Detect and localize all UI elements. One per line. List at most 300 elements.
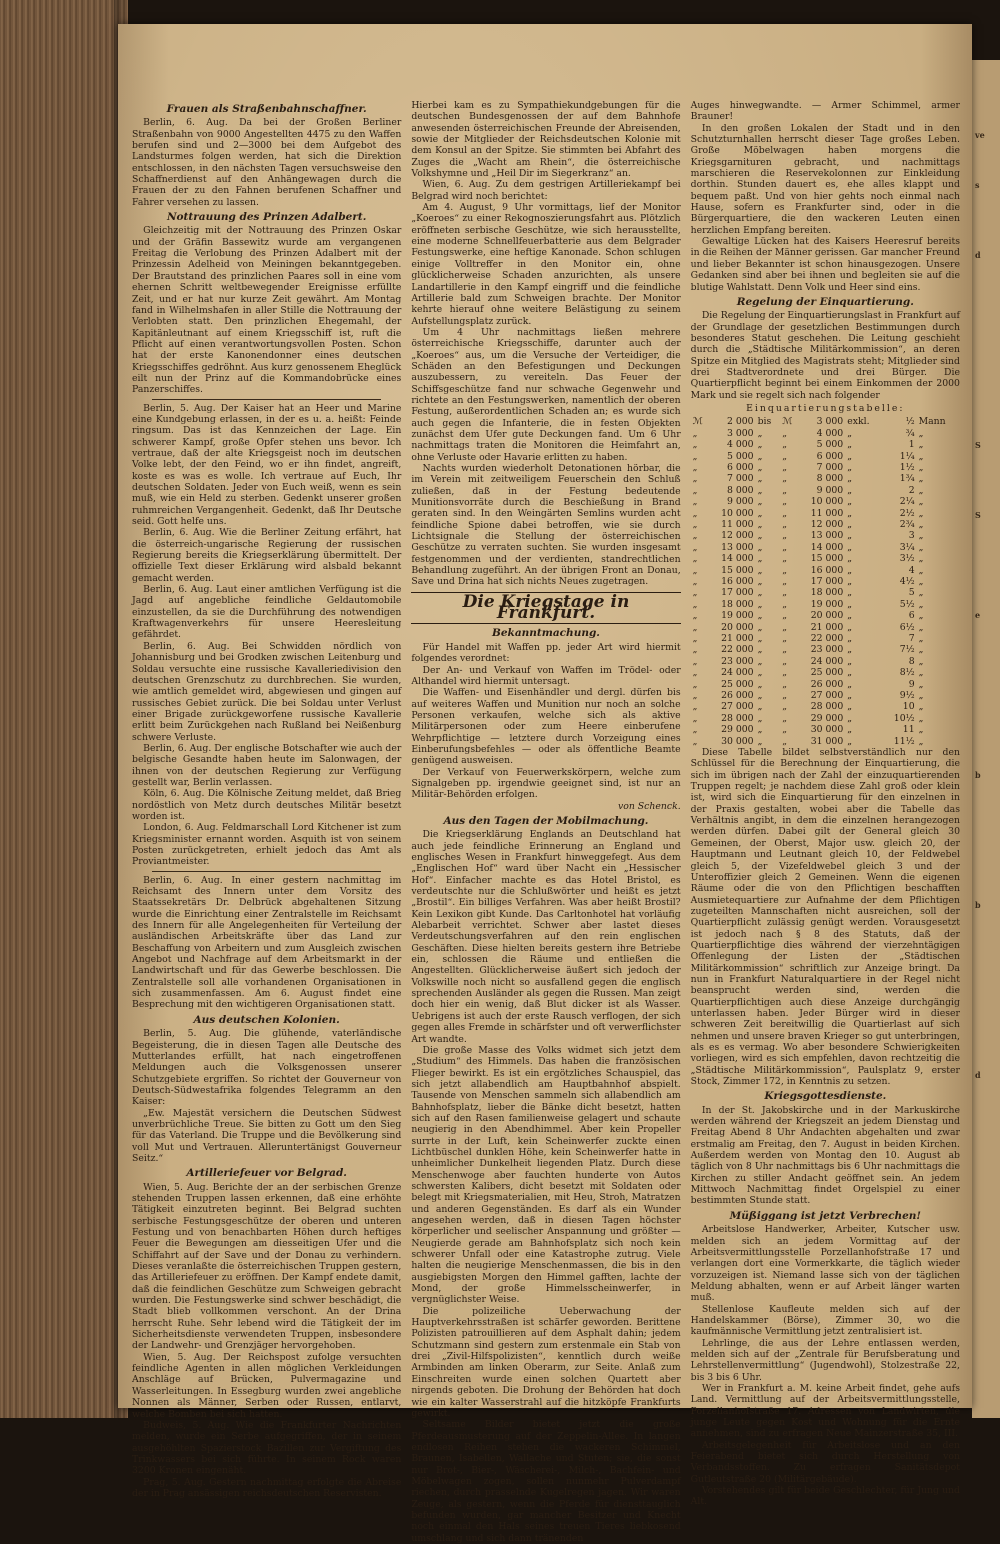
table-cell: 2 000 [726, 416, 754, 428]
table-row [691, 736, 960, 747]
table-cell: „ [847, 621, 853, 633]
table-row [691, 530, 960, 541]
table-cell: 3 000 [726, 427, 754, 439]
column-layout [132, 100, 960, 1544]
table-cell: „ [692, 450, 698, 462]
table-cell: „ [757, 621, 763, 633]
table-cell: „ [918, 724, 924, 736]
table-cell: „ [692, 587, 698, 599]
table-cell: „ [692, 644, 698, 656]
table-row [691, 724, 960, 735]
table-cell: 10 000 [721, 507, 754, 519]
table-cell: „ [782, 724, 788, 736]
table-cell: „ [918, 655, 924, 667]
table-cell: „ [782, 427, 788, 439]
table-cell: „ [782, 564, 788, 576]
article-paragraph: Auges hinwegwandte. — Armer Schimmel, armer Brauner! [690, 100, 960, 123]
table-cell: 15 000 [721, 564, 754, 576]
table-cell: „ [918, 735, 924, 747]
table-cell: „ [757, 633, 763, 644]
table-cell: 29 000 [721, 724, 754, 736]
table-row [691, 713, 960, 724]
edge-fragment: b [975, 770, 981, 780]
table-cell: „ [757, 541, 763, 553]
table-cell: ½ [905, 416, 915, 428]
edge-fragment: e [975, 610, 981, 620]
table-cell: bis [757, 416, 772, 428]
table-cell: „ [757, 587, 763, 599]
table-cell: „ [757, 678, 763, 690]
table-cell: „ [782, 735, 788, 747]
table-cell: „ [918, 553, 924, 565]
table-cell: 24 000 [721, 667, 754, 679]
table-cell: „ [692, 507, 698, 519]
article-paragraph: Arbeitsgelegenheit für Arbeitslose und an den Feierabend bietet sich durch Herstellung von Verbandsstoffen. Zu erfragen Sanitätsdepot Gutleutstraße 20 (Militärgebäude). [690, 1439, 960, 1485]
einquartierung-table [691, 416, 960, 747]
table-cell: „ [782, 496, 788, 508]
article-paragraph: Der An- und Verkauf von Waffen im Trödel- oder Althandel wird hiermit untersagt. [411, 664, 681, 687]
table-cell: „ [847, 587, 853, 599]
table-cell: „ [782, 667, 788, 679]
table-cell: „ [782, 598, 788, 610]
article-paragraph: Arbeitslose Handwerker, Arbeiter, Kutscher usw. melden sich an jedem Vormittag auf der Arbeitsvermittlungsstelle Porzellanhofstraße 17 und verlangen dort eine Vormerkkarte, die täglich wieder vorzuzeigen ist. Niemand lasse sich von der täglichen Meldung abhalten, wenn er auf Arbeit länger warten muß. [690, 1224, 960, 1304]
article-paragraph: Der Verkauf von Feuerwerkskörpern, welche zum Signalgeben pp. irgendwie geeignet sind, ist nur an Militär-Behörden erfolgen. [411, 766, 681, 801]
table-cell: 16 000 [721, 575, 754, 587]
table-row [691, 428, 960, 439]
table-cell: 28 000 [721, 712, 754, 724]
table-cell: „ [757, 553, 763, 565]
table-cell: „ [692, 541, 698, 553]
table-row [691, 599, 960, 610]
headline-frauen-schaffner: Frauen als Straßenbahnschaffner. [166, 103, 367, 115]
column-2 [411, 100, 681, 1544]
table-cell: 23 000 [810, 644, 844, 656]
table-cell: „ [692, 461, 698, 473]
table-cell: 28 000 [810, 701, 844, 713]
table-cell: 5 000 [726, 450, 754, 462]
article-paragraph: Wien, 5. Aug. Berichte der an der serbischen Grenze stehenden Truppen lassen erkennen, daß eine erhöhte Tätigkeit einzutreten beginnt. Bei Belgrad suchten serbische Festungsgeschütze der oberen und unteren Festung und von benachbarten Höhen durch heftiges Feuer die Bewegungen am diesseitigen Ufer und die Schiffahrt auf der Save und der Donau zu verhindern. Dieses veranlaßte die österreichischen Truppen gestern, das Artilleriefeuer zu eröffnen. Der Kampf endete damit, daß die feindlichen Geschütze zum Schweigen gebracht wurden. Die Festungswerke sind schwer beschädigt, die Stadt blieb vollkommen verschont. An der Drina herrscht Ruhe. Sehr lebend wird die Tätigkeit der im Sicherheitsdienste verwendeten Truppen, insbesondere der Landwehr- und Grenzjäger hervorgehoben. [132, 1181, 402, 1352]
article-paragraph: London, 6. Aug. Feldmarschall Lord Kitchener ist zum Kriegsminister ernannt worden. Asquith ist von seinem Posten zurückgetreten, erhielt jedoch das Amt als Proviantmeister. [132, 822, 402, 868]
table-cell: „ [847, 598, 853, 610]
edge-fragment: ve [975, 130, 985, 140]
table-cell: „ [918, 690, 924, 702]
article-paragraph: Berlin, 5. Aug. Die glühende, vaterländische Begeisterung, die in diesen Tagen alle Deutsche des Mutterlandes erfüllt, hat nach eingetroffenen Meldungen auch die Volksgenossen unserer Schutzgebiete ergriffen. So richtet der Gouverneur von Deutsch-Südwestafrika folgendes Telegramm an den Kaiser: [132, 1028, 402, 1108]
table-cell: 29 000 [810, 712, 844, 724]
table-row [691, 496, 960, 507]
table-cell: „ [782, 712, 788, 724]
headline-bekanntmachung: Bekanntmachung. [492, 627, 600, 640]
divider [152, 871, 381, 872]
table-cell: „ [782, 473, 788, 485]
table-row [691, 610, 960, 621]
table-cell: 30 000 [810, 724, 844, 736]
table-cell: 22 000 [810, 633, 844, 644]
table-heading: Einquartierungstabelle: [746, 402, 905, 414]
table-cell: „ [847, 507, 853, 519]
article-paragraph: Am 4. August, 9 Uhr vormittags, lief der Monitor „Koeroes“ zu einer Rekognoszierungsfahrt aus. Plötzlich eröffneten serbische Geschütze, wie sich herausstellte, eine moderne Schnellfeuerbatterie aus dem Belgrader Festungswerke, eine heftige Kanonade. Schon schlugen einige Volltreffer in den Monitor ein, ohne glücklicherweise Schaden anzurichten, als unsere Landartillerie in den Kampf eingriff und die feindliche Artillerie bald zum Schweigen brachte. Der Monitor kehrte hierauf ohne weitere Belästigung zu seinem Aufstellungsplatz zurück. [411, 202, 681, 327]
adjacent-page-strip [972, 60, 1000, 1418]
table-cell: 24 000 [810, 655, 844, 667]
article-paragraph: Berlin, 6. Aug. Laut einer amtlichen Verfügung ist die Jagd auf angebliche feindliche Geldautomobile einzustellen, da sie die Durchführung des notwendigen Kraftwagenverkehrs für unsere Heeresleitung gefährdet. [132, 584, 402, 641]
table-cell: „ [918, 461, 924, 473]
table-cell: „ [692, 690, 698, 702]
table-cell: 22 000 [721, 644, 754, 656]
table-cell: 1½ [899, 461, 915, 473]
table-cell: „ [757, 427, 763, 439]
article-paragraph: „Ew. Majestät versichern die Deutschen Südwest unverbrüchliche Treue. Sie bitten zu Gott um den Sieg für das Vaterland. Die Truppe und die Bevölkerung sind voll Mut und Vertrauen. Alleruntertänigst Gouverneur Seitz.“ [132, 1107, 402, 1164]
table-cell: 15 000 [810, 553, 844, 565]
table-cell: 18 000 [721, 598, 754, 610]
table-row [691, 462, 960, 473]
article-paragraph: In der St. Jakobskirche und in der Markuskirche werden während der Kriegszeit an jedem Dienstag und Freitag Abend 8 Uhr Andachten abgehalten und zwar erstmalig am Freitag, den 7. August in beiden Kirchen. Außerdem werden von Montag den 10. August ab täglich von 8 Uhr nachmittags bis 6 Uhr nachmittags die Kirchen zu stiller Andacht geöffnet sein. An jedem Mittwoch Nachmittag findet Orgelspiel zu einer bestimmten Stunde statt. [690, 1104, 960, 1207]
article-paragraph: Berlin, 5. Aug. Der Kaiser hat an Heer und Marine eine Kundgebung erlassen, in der es u. a. heißt: Feinde ringsum. Das ist das Kennzeichen der Lage. Ein schwerer Kampf, große Opfer stehen uns bevor. Ich vertraue, daß der alte Kriegsgeist noch im deutschen Volke lebt, der den Feind, wo er ihn findet, angreift, koste es was es wolle. Ich vertraue auf Euch, Ihr deutschen Soldaten. Jeder von Euch weiß, wenn es sein muß, wie ein Held zu sterben. Gedenkt unserer großen ruhmreichen Vergangenheit. Gedenkt, daß Ihr Deutsche seid. Gott helfe uns. [132, 402, 402, 528]
table-cell: 6 [908, 610, 915, 622]
table-cell: 17 000 [721, 587, 754, 599]
table-cell: „ [847, 461, 853, 473]
table-cell: „ [918, 667, 924, 679]
table-cell: 14 000 [721, 553, 754, 565]
article-paragraph: Wien, 5. Aug. Der Reichspost zufolge versuchten feindliche Agenten in allen möglichen Verkleidungen Anschläge auf Brücken, Pulvermagazine und Wasserleitungen. In Essegburg wurden zwei angebliche Nonnen als Männer, Serben oder Russen, entlarvt, welche Bomben bei sich hatten. [132, 1351, 402, 1420]
table-cell: 19 000 [810, 598, 844, 610]
table-cell: 18 000 [810, 587, 844, 599]
table-cell: „ [918, 598, 924, 610]
table-cell: 3 [908, 530, 915, 542]
table-cell: „ [847, 690, 853, 702]
headline-kolonien: Aus deutschen Kolonien. [193, 1013, 340, 1026]
table-cell: exkl. [847, 416, 870, 428]
article-paragraph: Die große Masse des Volks widmet sich jetzt dem „Studium“ des Himmels. Das haben die französischen Flieger bewirkt. Es ist ein ergötzliches Schauspiel, das sich jetzt allabendlich am Hauptbahnhof abspielt. Tausende von Menschen sammeln sich allabendlich am Bahnhofsplatz, lieber die Bänke dicht besetzt, hatten sich auf den Rasen familienweise gelagert und schaute neugierig in den Abendhimmel. Aber kein Propeller surrte in der Luft, kein Scheinwerfer zuckte einen Lichtbüschel dunklen Höhe, kein Scheinwerfer hatte in unheimlicher Dunkelheit liegenden Platz. Durch diese Menschenwoge aber fauchten hunderte von Autos schwersten Kalibers, dicht besetzt mit Soldaten oder belegt mit Kriegsmaterialien, mit Heu, Stroh, Matratzen und anderen Gegenständen. Es darf als ein Wunder angesehen werden, daß in diesen Tagen höchster körperlicher und seelischer Anspannung und größter — Neugierde gerade am Bahnhofsplatz sich noch kein schwerer Unfall oder eine Katastrophe zutrug. Viele halten die neugierige Menschenmassen, die bis in den ausgiebigsten Morgen den Himmel gafften, lachte der Mond, der große Himmelsscheinwerfer, in vergnüglichster Weise. [411, 1044, 681, 1306]
table-cell: „ [757, 610, 763, 622]
table-cell: 5½ [899, 598, 915, 610]
table-cell: 9 000 [726, 496, 754, 508]
article-paragraph: Lehrlinge, die aus der Lehre entlassen werden, melden sich auf der „Zentrale für Berufsberatung und Lehrstellenvermittlung“ (Jugendwohl), Stolzestraße 22, bis 3 bis 6 Uhr. [690, 1337, 960, 1383]
article-paragraph: Hierbei kam es zu Sympathiekundgebungen für die deutschen Bundesgenossen der auf dem Bahnhofe anwesenden österreichischen Freunde der Abreisenden, sowie der Mitglieder der Reichsdeutschen Kolonie mit dem Konsul an der Spitze. Sie stimmten bei Abfahrt des Zuges die „Wacht am Rhein“, die österreichische Volkshymne und „Heil Dir im Siegerkranz“ an. [411, 100, 681, 180]
table-cell: „ [782, 575, 788, 587]
table-row [691, 622, 960, 633]
edge-fragment: d [975, 1070, 981, 1080]
table-cell: „ [847, 473, 853, 485]
table-cell: 10 [902, 701, 915, 713]
table-cell: „ [782, 507, 788, 519]
signature: von Schenck. [618, 800, 681, 812]
table-cell: „ [757, 644, 763, 656]
table-cell: 1 [908, 439, 915, 451]
table-cell: „ [692, 473, 698, 485]
table-cell: 6 000 [816, 450, 844, 462]
table-row [691, 508, 960, 519]
table-cell: 8½ [899, 667, 915, 679]
article-paragraph: Köln, 6. Aug. Die Kölnische Zeitung meldet, daß Brieg nordöstlich von Metz durch deutsches Militär besetzt worden ist. [132, 788, 402, 822]
table-cell: „ [692, 553, 698, 565]
article-paragraph: Berlin, 6. Aug. In einer gestern nachmittag im Reichsamt des Innern unter dem Vorsitz des Staatssekretärs Dr. Delbrück abgehaltenen Sitzung wurde die Einrichtung einer Zentralstelle im Reichsamt des Innern für alle Angelegenheiten für Verteilung der ausländischen Arbeitskräfte über das Land zur Beschaffung von Arbeitern und zum Ausgleich zwischen Angebot und Nachfrage auf dem Arbeitsmarkt in der Landwirtschaft und für das Gewerbe beschlossen. Die Zentralstelle soll alle vorhandenen Organisationen in sich zusammenfassen. Am 6. August findet eine Besprechung mit den wichtigeren Organisationen statt. [132, 874, 402, 1011]
table-cell: „ [782, 610, 788, 622]
table-cell: „ [757, 461, 763, 473]
table-cell: „ [782, 553, 788, 565]
table-cell: „ [757, 439, 763, 451]
table-row [691, 416, 960, 427]
table-row [691, 587, 960, 598]
table-cell: „ [847, 735, 853, 747]
table-cell: 5 000 [816, 439, 844, 451]
table-cell: 19 000 [721, 610, 754, 622]
table-cell: 27 000 [721, 701, 754, 713]
table-cell: „ [847, 633, 853, 644]
table-cell: 26 000 [721, 690, 754, 702]
table-cell: „ [782, 655, 788, 667]
table-cell: 31 000 [810, 735, 844, 747]
table-cell: 21 000 [810, 621, 844, 633]
headline-mobilmachung: Aus den Tagen der Mobilmachung. [443, 814, 649, 827]
table-row [691, 679, 960, 690]
table-cell: 3 000 [816, 416, 844, 428]
table-cell: „ [757, 496, 763, 508]
table-cell: „ [757, 701, 763, 713]
table-cell: „ [847, 530, 853, 542]
table-cell: „ [847, 553, 853, 565]
table-cell: „ [847, 427, 853, 439]
table-cell: „ [782, 701, 788, 713]
table-cell: „ [692, 724, 698, 736]
table-cell: 17 000 [810, 575, 844, 587]
table-cell: „ [782, 450, 788, 462]
table-row [691, 690, 960, 701]
table-row [691, 656, 960, 667]
divider [152, 399, 381, 400]
table-cell: „ [757, 712, 763, 724]
table-cell: Mann [918, 416, 946, 428]
table-cell: „ [918, 610, 924, 622]
table-cell: „ [757, 564, 763, 576]
table-cell: „ [847, 564, 853, 576]
table-cell: 21 000 [721, 633, 754, 644]
table-cell: „ [757, 724, 763, 736]
table-cell: 11 [902, 724, 915, 736]
table-cell: „ [692, 564, 698, 576]
table-cell: 8 [908, 655, 915, 667]
table-cell: „ [692, 610, 698, 622]
article-paragraph: Die Kriegserklärung Englands an Deutschland hat auch jede feindliche Erinnerung an England und englisches Wesen in Frankfurt hinweggefegt. Aus dem „Englischen Hof“ ward über Nacht ein „Hessischer Hof“. Einfacher machte es das Hotel Bristol, es verdeutschte nur die Schlußwörter und heißt es jetzt „Brostil“. Ein billiges Verfahren. Was aber heißt Brostil? Kein Lexikon gibt Kunde. Das Carltonhotel hat vorläufig Alebarbeit verrichtet. Schwer aber lastet dieses Verdeutschungsverfahren auf den rein englischen Geschäften. Diese hielten bereits gestern ihre Betriebe ein, schlossen die Räume und entließen die Angestellten. Glücklicherweise äußert sich jedoch der Volkswille noch nicht so ausfallend gegen die englisch sprechenden Ausländer als gegen die Russen. Man zeigt doch hier ein wenig, daß Blut dicker ist als Wasser. Uebrigens ist auch der erste Rausch verflogen, der sich gegen alles Fremde in schärfster und oft verwerflichster Art wandte. [411, 829, 681, 1045]
table-cell: „ [847, 496, 853, 508]
table-row [691, 701, 960, 712]
article-paragraph: Berlin, 6. Aug. Bei Schwidden nördlich von Johannisburg und bei Grodken zwischen Leitenburg und Soldau versuchte eine russische Kavalleriedivision den deutschen Grenzschutz zu durchbrechen. Sie wurden, wie amtlich gemeldet wird, abgewiesen und gingen auf russisches Gebiet zurück. Die bei Soldau unter Verlust einer Brigade zurückgeworfene russische Kavallerie erlitt beim Zurückgehen nach Rußland bei Neißenburg schwere Verluste. [132, 640, 402, 743]
column-3 [690, 100, 960, 1508]
table-cell: „ [782, 621, 788, 633]
table-cell: 2 [908, 484, 915, 496]
table-cell: 4½ [899, 575, 915, 587]
table-row [691, 633, 960, 644]
table-cell: „ [847, 541, 853, 553]
headline-nottrauung: Nottrauung des Prinzen Adalbert. [166, 211, 367, 224]
table-cell: „ [782, 541, 788, 553]
book-page-edges [0, 0, 128, 1418]
table-cell: 25 000 [721, 678, 754, 690]
table-cell: „ [918, 530, 924, 542]
table-cell: „ [782, 690, 788, 702]
headline-kriegsgottesdienste: Kriegsgottesdienste. [764, 1090, 887, 1103]
article-paragraph: Die Regelung der Einquartierungslast in Frankfurt auf der Grundlage der gesetzlichen Bestimmungen durch besonderes Statut geschehen. Die Leitung geschieht durch die „Städtische Militärkommission“, an deren Spitze ein Mitglied des Magistrats steht; Mitglieder sind drei Stadtverordnete und drei Bürger. Die Quartierpflicht beginnt bei einem Einkommen der 2000 Mark und sie regelt sich nach folgender [690, 310, 960, 401]
table-cell: „ [847, 667, 853, 679]
table-cell: 3¼ [899, 541, 915, 553]
table-cell: 10 000 [810, 496, 844, 508]
table-cell: „ [918, 575, 924, 587]
table-row [691, 565, 960, 576]
table-cell: „ [918, 518, 924, 530]
table-cell: 6½ [899, 621, 915, 633]
table-cell: 1¾ [899, 473, 915, 485]
table-cell: „ [757, 507, 763, 519]
table-cell: „ [757, 575, 763, 587]
table-cell: „ [918, 450, 924, 462]
table-cell: „ [918, 678, 924, 690]
table-cell: 23 000 [721, 655, 754, 667]
table-cell: 1¼ [899, 450, 915, 462]
table-cell: „ [692, 496, 698, 508]
article-paragraph: Die Waffen- und Eisenhändler und dergl. dürfen bis auf weiteres Waffen und Munition nur noch an solche Personen verkaufen, welche sich als aktive Militärpersonen oder zum Heere einberufene Wehrpflichtige — letztere durch Vorzeigung eines Einberufungsbefehles — oder als öffentliche Beamte genügend ausweisen. [411, 687, 681, 767]
table-cell: „ [692, 701, 698, 713]
table-cell: ℳ [782, 416, 793, 428]
edge-fragment: s [975, 180, 980, 190]
article-paragraph: Um 4 Uhr nachmittags ließen mehrere österreichische Kriegsschiffe, darunter auch der „Koeroes“ aus, um die Versuche der Verteidiger, die Schäden an den Befestigungen und Deckungen auszubessern, zu vereiteln. Das Feuer der Schiffsgeschütze fand nur schwache Gegenwehr und richtete an den Festungswerken, namentlich der oberen Festung, außerordentlichen Schaden an; es wurde sich auch gegen die Infanterie, die in festen Objekten zunächst dem Ufer gute Deckungen fand. Um 6 Uhr nachmittags traten die Monitoren die Heimfahrt an, ohne Verluste oder Havarie erlitten zu haben. [411, 326, 681, 463]
table-cell: 5 [908, 587, 915, 599]
table-cell: „ [692, 530, 698, 542]
table-cell: 2½ [899, 507, 915, 519]
table-cell: „ [918, 541, 924, 553]
table-cell: „ [847, 644, 853, 656]
table-cell: „ [918, 439, 924, 451]
table-cell: „ [757, 530, 763, 542]
table-row [691, 473, 960, 484]
table-cell: 4 000 [726, 439, 754, 451]
table-cell: „ [918, 427, 924, 439]
article-paragraph: Diese Tabelle bildet selbstverständlich nur den Schlüssel für die Berechnung der Einquartierung, die sich im übrigen nach der Zahl der einzuquartierenden Truppen regelt; je nachdem diese Zahl groß oder klein ist, wird sich die Einquartierung für den einzelnen in der Praxis gestalten, wobei aber die Tabelle das Verhältnis angibt, in dem die einzelnen herangezogen werden dürfen. Dabei gilt der General gleich 30 Gemeinen, der Oberst, Major usw. gleich 20, der Hauptmann und Leutnant gleich 10, der Feldwebel gleich 5, der Vizefeldwebel gleich 3 und der Unteroffizier gleich 2 Gemeinen. Wenn die eigenen Räume oder die von den Pflichtigen beschafften Ausmietequartiere zur Aufnahme der dem Pflichtigen zugeteilten Mannschaften nicht ausreichen, soll der Quartierpflicht zulässig genügt werden. Vorausgesetzt ist jedoch nach § 8 des Statuts, daß der Quartierpflichtige dies während der vierzehntägigen Offenlegung der Listen der „Städtischen Militärkommission“ schriftlich zur Anzeige bringt. Da nun in Frankfurt Naturalquartiere in der Regel nicht beansprucht werden sind, werden die Quartierpflichtigen auch diese Anzeige durchgängig unterlassen haben. Jeder Bürger wird in dieser schweren Zeit bereitwillig die Quartierlast auf sich nehmen und unsere braven Krieger so gut unterbringen, als es es vermag. Wo aber besondere Schwierigkeiten vorliegen, wird es sich empfehlen, davon rechtzeitig die „Städtische Militärkommission“, Paulsplatz 9, erster Stock, Zimmer 172, in Kenntnis zu setzen. [690, 747, 960, 1088]
headline-einquartierung: Regelung der Einquartierung. [736, 295, 914, 308]
table-cell: „ [782, 644, 788, 656]
table-cell: 20 000 [810, 610, 844, 622]
edge-fragment: d [975, 250, 981, 260]
table-cell: „ [757, 484, 763, 496]
table-cell: „ [692, 621, 698, 633]
table-cell: „ [692, 575, 698, 587]
table-cell: 11 000 [810, 507, 844, 519]
table-cell: „ [847, 610, 853, 622]
table-cell: „ [782, 439, 788, 451]
table-cell: „ [918, 496, 924, 508]
table-cell: 11 000 [721, 518, 754, 530]
table-cell: „ [847, 678, 853, 690]
edge-fragment: S [975, 440, 981, 450]
table-cell: „ [692, 439, 698, 451]
table-cell: „ [918, 587, 924, 599]
table-cell: 9 [908, 678, 915, 690]
table-cell: „ [782, 461, 788, 473]
table-row [691, 553, 960, 564]
table-cell: ℳ [692, 416, 703, 428]
table-cell: 10½ [893, 712, 915, 724]
table-cell: „ [918, 473, 924, 485]
table-cell: „ [782, 518, 788, 530]
article-paragraph: Stellenlose Kaufleute melden sich auf der Handelskammer (Börse), Zimmer 30, wo die kaufmännische Vermittlung jetzt zentralisiert ist. [690, 1303, 960, 1338]
table-cell: „ [692, 712, 698, 724]
table-cell: „ [918, 701, 924, 713]
table-cell: 27 000 [810, 690, 844, 702]
table-cell: „ [847, 484, 853, 496]
article-paragraph: Für Handel mit Waffen pp. jeder Art wird hiermit folgendes verordnet: [411, 641, 681, 665]
table-row [691, 644, 960, 655]
table-cell: 8 000 [726, 484, 754, 496]
table-cell: „ [847, 518, 853, 530]
table-cell: 16 000 [810, 564, 844, 576]
table-row [691, 485, 960, 496]
table-cell: „ [918, 564, 924, 576]
article-paragraph: Gewaltige Lücken hat des Kaisers Heeresruf bereits in die Reihen der Männer gerissen. Gar mancher Freund und lieber Bekannter ist schon hinausgezogen. Unsere Gedanken sind aber bei ihnen und begleiten sie auf die blutige Wahlstatt. Denn Volk und Heer sind eins. [690, 236, 960, 293]
table-row [691, 519, 960, 530]
table-cell: „ [918, 507, 924, 519]
table-cell: „ [692, 655, 698, 667]
table-cell: „ [918, 484, 924, 496]
table-cell: 4 [908, 564, 915, 576]
table-cell: 13 000 [721, 541, 754, 553]
table-cell: 20 000 [721, 621, 754, 633]
table-cell: „ [757, 667, 763, 679]
table-cell: „ [847, 439, 853, 451]
edge-fragment: b [975, 900, 981, 910]
article-paragraph: Berlin, 6. Aug. Wie die Berliner Zeitung erfährt, hat die österreich-ungarische Regierung der russischen Regierung bereits die Kriegserklärung übermittelt. Der offizielle Text dieser Erklärung wird alsbald bekannt gemacht werden. [132, 527, 402, 584]
table-cell: 12 000 [721, 530, 754, 542]
article-paragraph: Prag, 5. Aug. Gestern nachmittag erfolgte die Abreise der in Prag ansässigen reichsdeutschen Reservisten. [132, 1476, 402, 1499]
table-cell: 9 000 [816, 484, 844, 496]
table-cell: 12 000 [810, 518, 844, 530]
table-cell: „ [782, 587, 788, 599]
edge-fragment: S [975, 510, 981, 520]
table-cell: „ [692, 518, 698, 530]
table-cell: 25 000 [810, 667, 844, 679]
table-cell: „ [782, 530, 788, 542]
table-cell: 7 000 [816, 461, 844, 473]
table-row [691, 576, 960, 587]
table-cell: „ [918, 712, 924, 724]
headline-muessiggang: Müßiggang ist jetzt Verbrechen! [729, 1209, 922, 1222]
article-paragraph: Seltsame Bilder bietet jetzt die große Pferdeausmusterung auf der Zeppelin-Allee. In langen endlosen Reihen stehen die wackeren Schimmel, Braunen, Isabellen, Wallache und Stuten; sie, die sonst nur Brot-, Bier-, Wäscherei-, Milch-, Bachfein- und Möbelwagen zogen, sollen nunmehr Pulverdampf riechen, durch prasselnde Kugelregen jagen. Wir waren Zeuge, als gestern, wenn die Pferde für diensttauglich befunden wurden, gar mancher Besitzer und Knecht noch einmal den Hals seines treuen Tieres liebkosend umschlang und sich dann tränenden [411, 1419, 681, 1544]
table-row [691, 667, 960, 678]
table-cell: 7½ [899, 644, 915, 656]
article-paragraph: Berlin, 6. Aug. Der englische Botschafter wie auch der belgische Gesandte haben heute im Salonwagen, der ihnen von der deutschen Regierung zur Verfügung gestellt war, Berlin verlassen. [132, 742, 402, 788]
table-cell: 2¾ [899, 518, 915, 530]
table-cell: „ [757, 655, 763, 667]
table-cell: „ [782, 633, 788, 644]
table-cell: 4 000 [816, 427, 844, 439]
article-paragraph: Vorstehendes gilt für beide Geschlechter, für Jung und Alt. [690, 1485, 960, 1508]
article-paragraph: Nachts wurden wiederholt Detonationen hörbar, die im Verein mit zeitweiligem Feuerschein den Schluß zuließen, daß in der Festung bedeutende Munitionsvorräte durch die Beschießung in Brand geraten sind. In den Weingärten Semlins wurden acht feindliche Spione dabei betroffen, wie sie durch Lichtsignale die Stellung der österreichischen Geschütze zu verraten suchten. Sie wurden insgesamt festgenommen und der verdienten, standrechtlichen Behandlung zugeführt. An der übrigen Front an Donau, Save und Drina hat sich nichts Neues zugetragen. [411, 463, 681, 588]
table-cell: „ [847, 450, 853, 462]
table-cell: 14 000 [810, 541, 844, 553]
table-cell: „ [847, 724, 853, 736]
table-row [691, 542, 960, 553]
table-cell: „ [757, 473, 763, 485]
newspaper-page [118, 24, 972, 1544]
table-cell: 26 000 [810, 678, 844, 690]
table-cell: „ [918, 633, 924, 644]
article-paragraph: Gleichzeitig mit der Nottrauung des Prinzen Oskar und der Gräfin Bassewitz wurde am vergangenen Freitag die Verlobung des Prinzen Adalbert mit der Prinzessin Adelheid von Meiningen bekanntgegeben. Der Brautstand des prinzlichen Paares soll in eine vom ehernen Schritt weltbewegender Ereignisse erfüllte Zeit, und er hat nur kurze Zeit gewährt. Am Montag fand in Wilhelmshafen in aller Stille die Nottrauung der Verlobten statt. Den prinzlichen Ehegemahl, der Kapitänleutnant auf einem Kriegsschiff ist, ruft die Pflicht auf einen verantwortungsvollen Posten. Schon hat der erste Kanonendonner eines deutschen Kriegsschiffes gedröhnt. Aus kurz genossenem Eheglück eilt nun der Prinz auf die Kommandobrücke eines Panzerschiffes. [132, 225, 402, 396]
article-paragraph: Die polizeiliche Ueberwachung der Hauptverkehrsstraßen ist schärfer geworden. Berittene Polizisten patrouillieren auf dem Asphalt dahin; jedem Schutzmann sind gestern zum erstenmale ein Stab von drei „Zivil-Hilfspolizisten“, kenntlich durch weiße Armbinden am linken Oberarm, zur Seite. Anlaß zum Einschreiten wurde einen solchen Quartett aber nirgends geboten. Die Drohung der Behörden hat doch wie ein kalter Wasserstrahl auf die hitzköpfe Frankfurts gewirkt. [411, 1305, 681, 1419]
table-cell: 3½ [899, 553, 915, 565]
table-cell: 7 [908, 633, 915, 644]
table-cell: 7 000 [726, 473, 754, 485]
article-paragraph: In den großen Lokalen der Stadt und in den Schutzturnhallen herrscht dieser Tage großes Leben. Große Möbelwagen haben morgens die Kriegsgarnituren gebracht, und nachmittags marschieren die Reservekolonnen zur Einkleidung dorthin. Stunden dauert es, ehe alles klappt und bequem paßt. Und von hier gehts noch einmal nach Hause, sofern es Frankfurter sind, oder in die Bürgerquartiere, die den wackeren Leuten einen herzlichen Empfang bereiten. [690, 122, 960, 236]
table-cell: 9½ [899, 690, 915, 702]
table-cell: „ [918, 644, 924, 656]
table-cell: „ [757, 518, 763, 530]
table-cell: „ [692, 427, 698, 439]
